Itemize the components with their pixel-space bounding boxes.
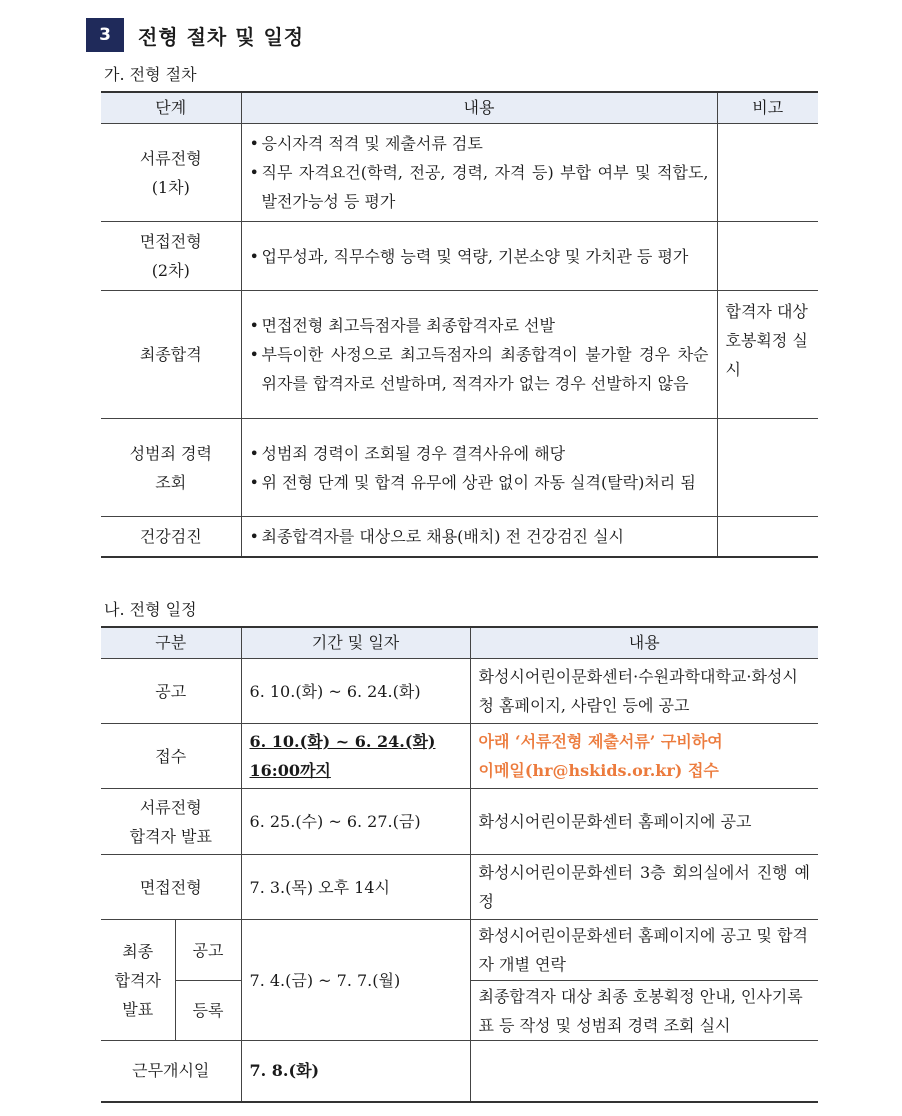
bullet-icon: • (249, 472, 259, 492)
note-cell (717, 222, 818, 291)
note-cell (717, 419, 818, 517)
bullet-icon: • (249, 134, 259, 153)
stage-cell: 건강검진 (101, 517, 241, 557)
date-cell: 6. 10.(화) ~ 6. 24.(화) (241, 659, 470, 724)
note-cell (717, 517, 818, 557)
date-cell: 7. 8.(화) (241, 1041, 470, 1102)
category-line: 합격자 (114, 970, 161, 990)
header-stage: 단계 (101, 92, 241, 124)
header-content: 내용 (470, 627, 818, 659)
note-cell (717, 124, 818, 222)
stage-label: 서류전형 (139, 148, 202, 168)
item-text: 면접전형 최고득점자를 최종합격자로 선발 (261, 316, 555, 335)
category-line: 서류전형 (139, 797, 202, 817)
bullet-icon: • (249, 316, 259, 335)
highlight-text: 이메일(hr@hskids.or.kr) 접수 (478, 761, 719, 780)
item-text: 성범죄 경력이 조회될 경우 결격사유에 해당 (261, 443, 566, 463)
date-cell (241, 724, 470, 789)
table-row (101, 222, 818, 291)
table-row (101, 124, 818, 222)
list-item (250, 522, 709, 551)
section-title: 전형 절차 및 일정 (138, 24, 305, 49)
category-cell: 접수 (101, 724, 241, 789)
list-item (250, 129, 709, 158)
category-line: 최종 (122, 941, 154, 961)
item-text: 응시자격 적격 및 제출서류 검토 (261, 134, 483, 153)
category-line: 발표 (122, 999, 154, 1019)
category-cell: 면접전형 (101, 855, 241, 920)
bullet-icon: • (249, 526, 259, 546)
content-cell: 화성시어린이문화센터·수원과학대학교·화성시청 홈페이지, 사람인 등에 공고 (470, 659, 818, 724)
subcategory-cell: 등록 (175, 981, 241, 1041)
content-cell (241, 222, 717, 291)
section-number: 3 (86, 18, 124, 52)
item-text: 최종합격자를 대상으로 채용(배치) 전 건강검진 실시 (261, 526, 624, 546)
stage-cell (101, 222, 241, 291)
date-cell: 6. 25.(수) ~ 6. 27.(금) (241, 789, 470, 855)
content-cell (470, 724, 818, 789)
bullet-icon: • (249, 163, 259, 182)
table-row (101, 789, 818, 855)
content-cell (470, 1041, 818, 1102)
schedule-table (101, 626, 818, 1103)
content-cell (241, 124, 717, 222)
note-cell: 합격자 대상 호봉획정 실시 (717, 291, 818, 419)
bullet-icon: • (249, 345, 259, 364)
table-row (101, 419, 818, 517)
content-cell: 화성시어린이문화센터 3층 회의실에서 진행 예정 (470, 855, 818, 920)
table-row (101, 920, 818, 981)
date-cell: 7. 4.(금) ~ 7. 7.(월) (241, 920, 470, 1041)
item-text: 직무 자격요건(학력, 전공, 경력, 자격 등) 부합 여부 및 적합도, 발전가능성 등 평가 (261, 163, 709, 211)
stage-sublabel: (2차) (151, 261, 190, 280)
subcategory-cell: 공고 (175, 920, 241, 981)
stage-sublabel: (1차) (151, 177, 190, 197)
category-cell (101, 789, 241, 855)
content-cell (241, 419, 717, 517)
table-row (101, 724, 818, 789)
bullet-icon: • (249, 443, 259, 463)
date-line: 6. 10.(화) ~ 6. 24.(화) (249, 732, 436, 751)
header-note: 비고 (717, 92, 818, 124)
item-text: 위 전형 단계 및 합격 유무에 상관 없이 자동 실격(탈락)처리 됨 (261, 472, 696, 492)
header-category: 구분 (101, 627, 241, 659)
content-cell (241, 291, 717, 419)
procedure-subtitle: 가. 전형 절차 (104, 65, 197, 84)
list-item (250, 340, 709, 398)
schedule-subtitle: 나. 전형 일정 (104, 600, 197, 619)
header-content: 내용 (241, 92, 717, 124)
content-cell: 화성시어린이문화센터 홈페이지에 공고 (470, 789, 818, 855)
stage-label: 성범죄 경력 (129, 443, 212, 463)
stage-label: 면접전형 (139, 232, 202, 251)
stage-sublabel: 조회 (155, 472, 187, 492)
category-cell (101, 920, 175, 1041)
table-row (101, 855, 818, 920)
stage-cell (101, 124, 241, 222)
content-cell: 최종합격자 대상 최종 호봉획정 안내, 인사기록표 등 작성 및 성범죄 경력 조회 실시 (470, 981, 818, 1041)
table-row (101, 1041, 818, 1102)
list-item (250, 311, 709, 340)
bullet-icon: • (249, 246, 259, 266)
date-cell: 7. 3.(목) 오후 14시 (241, 855, 470, 920)
highlight-text: 아래 ‘서류전형 제출서류’ 구비하여 (478, 732, 723, 751)
category-cell: 근무개시일 (101, 1041, 241, 1102)
category-line: 합격자 발표 (129, 826, 212, 846)
category-cell: 공고 (101, 659, 241, 724)
list-item (250, 242, 709, 271)
stage-cell: 최종합격 (101, 291, 241, 419)
table-row (101, 291, 818, 419)
section-heading (86, 17, 304, 53)
item-text: 업무성과, 직무수행 능력 및 역량, 기본소양 및 가치관 등 평가 (261, 246, 689, 266)
content-cell (241, 517, 717, 557)
stage-cell (101, 419, 241, 517)
list-item (250, 468, 709, 497)
table-row (101, 517, 818, 557)
table-header-row (101, 627, 818, 659)
list-item (250, 439, 709, 468)
content-cell: 화성시어린이문화센터 홈페이지에 공고 및 합격자 개별 연락 (470, 920, 818, 981)
list-item (250, 158, 709, 216)
procedure-table (101, 91, 818, 558)
item-text: 부득이한 사정으로 최고득점자의 최종합격이 불가할 경우 차순위자를 합격자로 선발하며, 적격자가 없는 경우 선발하지 않음 (261, 345, 709, 393)
table-row (101, 659, 818, 724)
header-date: 기간 및 일자 (241, 627, 470, 659)
table-header-row (101, 92, 818, 124)
date-line: 16:00까지 (249, 761, 331, 780)
